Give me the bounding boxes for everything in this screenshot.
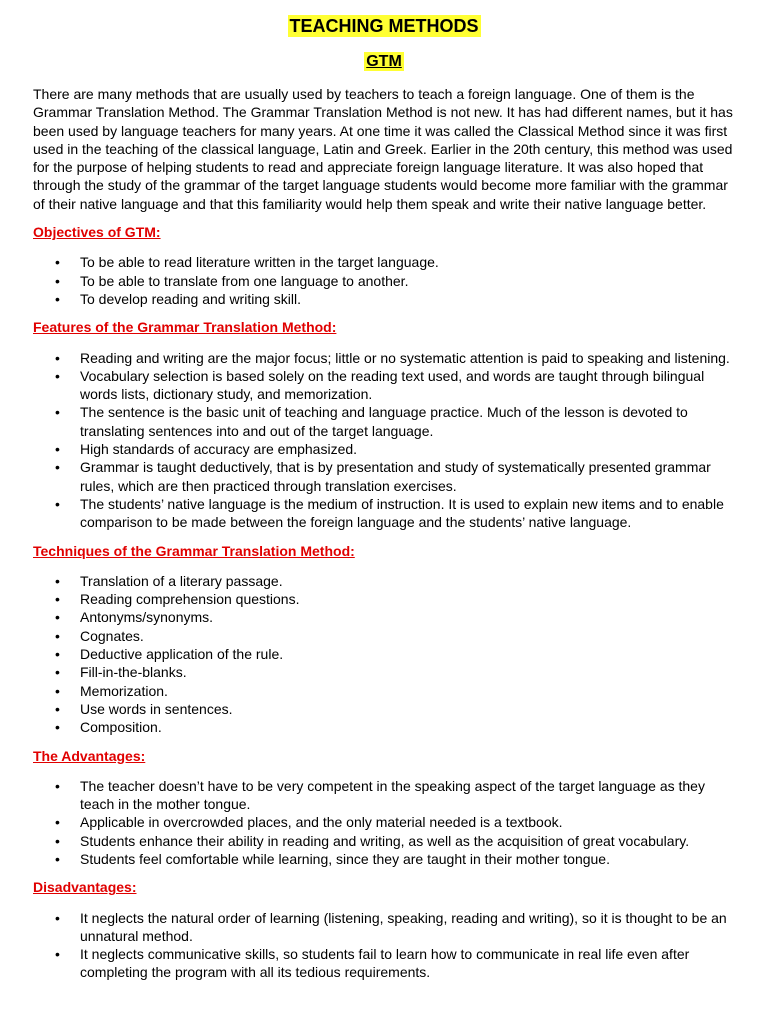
section-heading: The Advantages: (33, 747, 146, 764)
list-item (33, 495, 743, 532)
list-item (33, 813, 743, 831)
section-heading: Features of the Grammar Translation Method: (33, 319, 337, 336)
list-item-text: Students feel comfortable while learning, since they are taught in their mother tongue. (80, 850, 610, 867)
list-item (33, 682, 743, 700)
bullet-icon: • (55, 850, 60, 867)
section-objectives (33, 223, 743, 308)
section-techniques (33, 542, 743, 737)
list-item-text: The teacher doesn’t have to be very competent in the speaking aspect of the target language as they teach in the mother tongue. (80, 777, 705, 813)
list-item (33, 645, 743, 663)
list-item-text: Students enhance their ability in reading and writing, as well as the acquisition of great vocabulary. (80, 832, 690, 849)
list-item-text: Fill-in-the-blanks. (80, 664, 187, 681)
list-item (33, 349, 743, 367)
list-item (33, 909, 743, 946)
bullet-icon: • (55, 627, 60, 644)
bullet-icon: • (55, 946, 60, 963)
bullet-list (33, 572, 743, 737)
list-item-text: Vocabulary selection is based solely on the reading text used, and words are taught through bilingual words lists, dictionary study, and memorization. (80, 367, 705, 403)
bullet-icon: • (55, 290, 60, 307)
bullet-icon: • (55, 664, 60, 681)
list-item (33, 663, 743, 681)
bullet-icon: • (55, 814, 60, 831)
bullet-icon: • (55, 459, 60, 476)
page-subtitle: GTM (366, 53, 402, 70)
bullet-icon: • (55, 719, 60, 736)
section-features (33, 318, 743, 531)
list-item (33, 945, 743, 982)
list-item-text: High standards of accuracy are emphasized. (80, 441, 358, 458)
section-heading: Techniques of the Grammar Translation Method: (33, 542, 355, 559)
list-item (33, 290, 743, 308)
bullet-icon: • (55, 832, 60, 849)
list-item-text: Translation of a literary passage. (80, 572, 283, 589)
list-item-text: To be able to translate from one language to another. (80, 272, 409, 289)
section-heading: Disadvantages: (33, 879, 137, 896)
list-item (33, 367, 743, 404)
list-item (33, 253, 743, 271)
list-item-text: The sentence is the basic unit of teaching and language practice. Much of the lesson is devoted to translating sentences into and out of the target language. (80, 404, 688, 439)
bullet-list (33, 349, 743, 532)
list-item (33, 608, 743, 626)
list-item-text: It neglects the natural order of learning (listening, speaking, reading and writing), so it is thought to be an unnatural method. (80, 909, 727, 944)
bullet-list (33, 909, 743, 982)
list-item (33, 700, 743, 718)
bullet-icon: • (55, 646, 60, 663)
list-item-text: Composition. (80, 719, 162, 736)
section-advantages (33, 747, 743, 869)
list-item-text: To develop reading and writing skill. (80, 290, 302, 307)
bullet-icon: • (55, 272, 60, 289)
bullet-icon: • (55, 909, 60, 926)
bullet-icon: • (55, 441, 60, 458)
list-item-text: To be able to read literature written in the target language. (80, 254, 439, 271)
list-item-text: Antonyms/synonyms. (80, 609, 214, 626)
bullet-icon: • (55, 349, 60, 366)
bullet-icon: • (55, 572, 60, 589)
bullet-icon: • (55, 367, 60, 384)
bullet-icon: • (55, 404, 60, 421)
list-item-text: It neglects communicative skills, so students fail to learn how to communicate in real life even after completing the program with all its tedious requirements. (80, 946, 690, 981)
list-item (33, 590, 743, 608)
subtitle-container (0, 52, 768, 71)
title-container (0, 15, 768, 37)
list-item-text: Deductive application of the rule. (80, 646, 284, 663)
list-item (33, 572, 743, 590)
list-item-text: Cognates. (80, 627, 144, 644)
list-item (33, 272, 743, 290)
list-item-text: Grammar is taught deductively, that is by presentation and study of systematically presented grammar rules, which are then practiced through translation exercises. (80, 459, 711, 494)
list-item (33, 403, 743, 440)
list-item-text: Memorization. (80, 682, 168, 699)
list-item (33, 832, 743, 850)
section-disadvantages (33, 878, 743, 981)
list-item-text: Applicable in overcrowded places, and the only material needed is a textbook. (80, 814, 563, 831)
bullet-icon: • (55, 591, 60, 608)
bullet-icon: • (55, 495, 60, 512)
list-item (33, 458, 743, 495)
section-heading: Objectives of GTM: (33, 224, 161, 241)
list-item (33, 777, 743, 814)
bullet-icon: • (55, 777, 60, 794)
list-item (33, 440, 743, 458)
list-item-text: Use words in sentences. (80, 700, 233, 717)
bullet-icon: • (55, 609, 60, 626)
bullet-icon: • (55, 682, 60, 699)
bullet-icon: • (55, 254, 60, 271)
document-body (33, 85, 743, 992)
list-item-text: Reading and writing are the major focus; little or no systematic attention is paid to speaking and listening. (80, 349, 730, 366)
page-title: TEACHING METHODS (289, 16, 479, 36)
bullet-list (33, 777, 743, 868)
list-item-text: The students’ native language is the medium of instruction. It is used to explain new items and to enable comparison to be made between the foreign language and the students’ native language. (80, 495, 724, 531)
intro-paragraph: There are many methods that are usually used by teachers to teach a foreign language. One of them is the Grammar Translation Method. The Grammar Translation Method is not new. It has had different names, but it has been used by language teachers for many years. At one time it was called the Classical Method since it was first used in the teaching of the classical language, Latin and Greek. Earlier in the 20th century, this method was used for the purpose of helping students to read and appreciate foreign language literature. It was also hoped that through the study of the grammar of the target language students would become more familiar with the grammar of their native language and that this familiarity would help them speak and write their native language better. (33, 86, 733, 212)
list-item (33, 627, 743, 645)
list-item (33, 718, 743, 736)
bullet-icon: • (55, 700, 60, 717)
list-item (33, 850, 743, 868)
list-item-text: Reading comprehension questions. (80, 591, 300, 608)
bullet-list (33, 253, 743, 308)
